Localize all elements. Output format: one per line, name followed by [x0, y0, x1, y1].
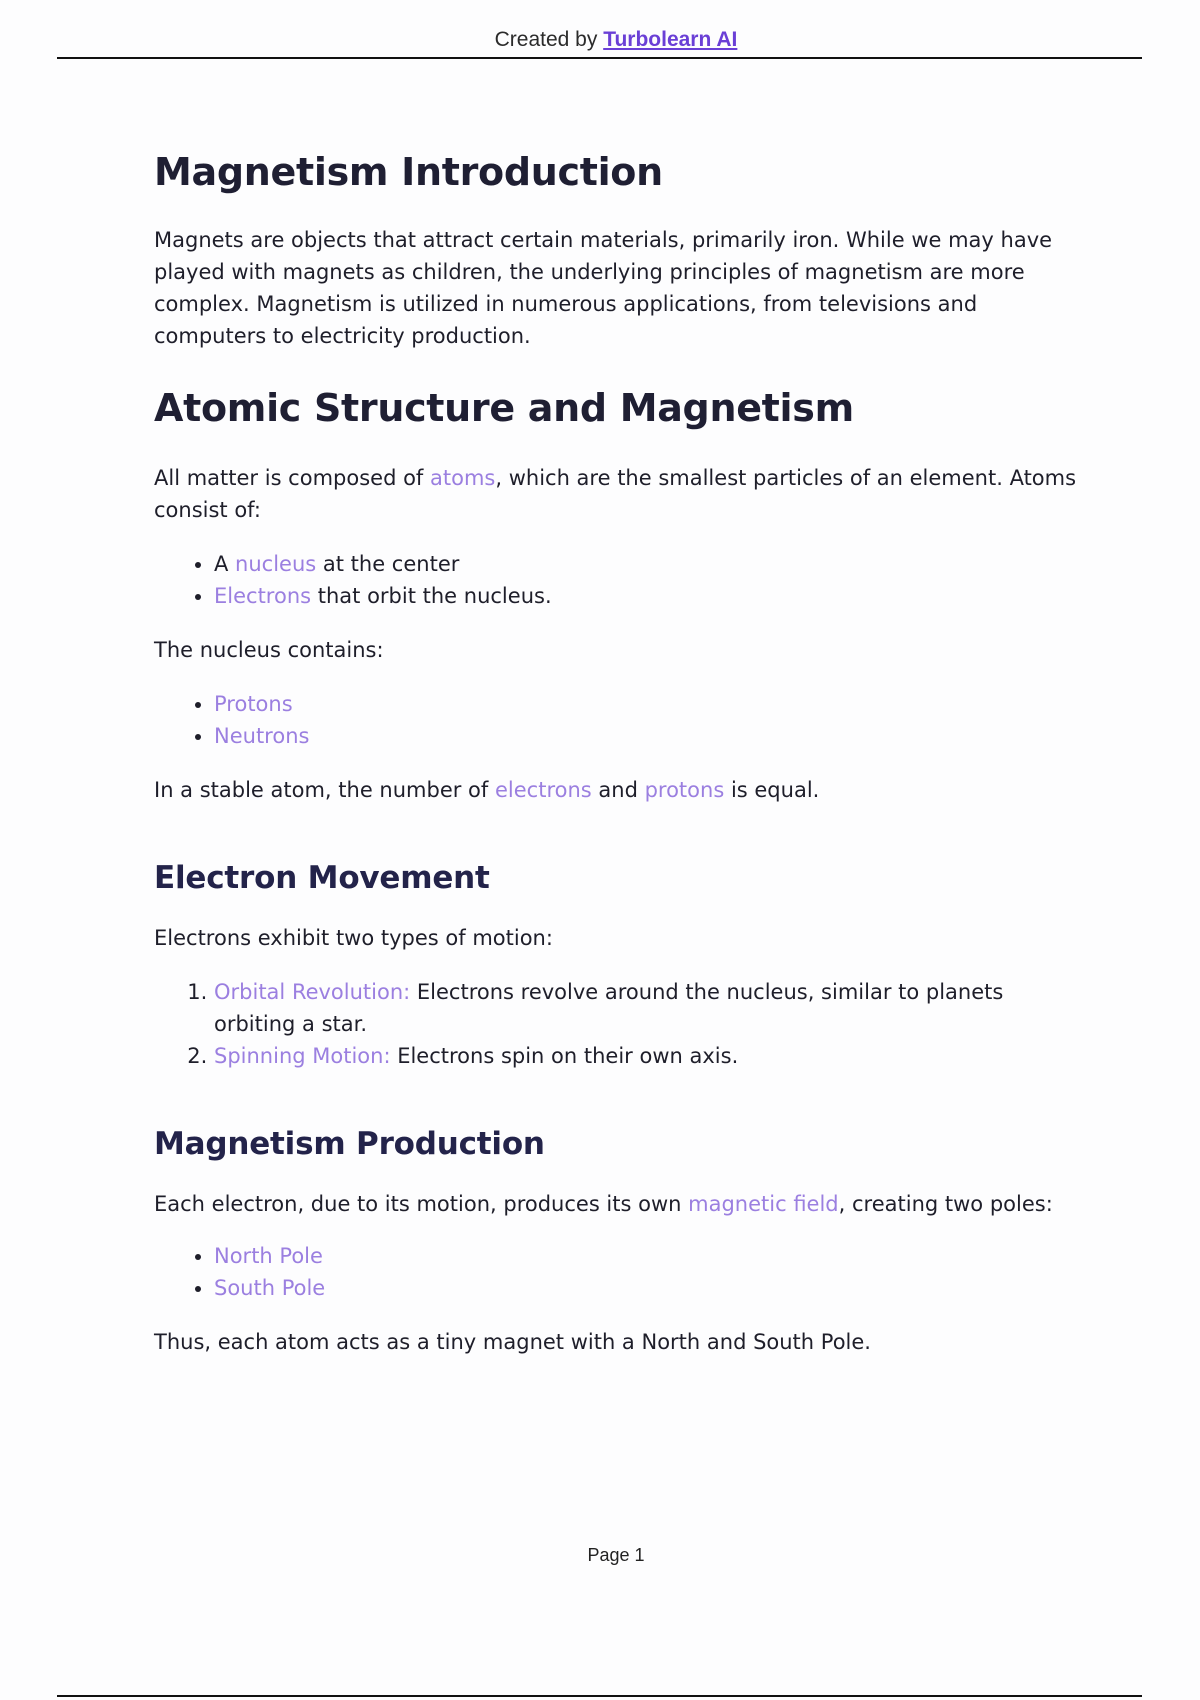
tiny-magnet-paragraph: Thus, each atom acts as a tiny magnet with a North and South Pole.: [154, 1330, 871, 1354]
list-item: 1. Orbital Revolution: Electrons revolve around the nucleus, similar to planets orbiting a star.: [214, 976, 1084, 1040]
nucleus-parts-list: [154, 688, 1084, 752]
keyword-protons: Protons: [214, 692, 293, 716]
motion-paragraph: Electrons exhibit two types of motion:: [154, 926, 553, 950]
keyword-atoms: atoms: [430, 466, 496, 490]
intro-paragraph: Magnets are objects that attract certain materials, primarily iron. While we may have played with magnets as children, the underlying principles of magnetism are more complex. Magnetism is utilized in numerous applications, from televisions and computers to electricity production.: [154, 228, 1053, 348]
page-header: [0, 28, 1200, 52]
heading-magnetism-production: Magnetism Production: [154, 1126, 545, 1162]
list-item: [214, 720, 1084, 752]
keyword-neutrons: Neutrons: [214, 724, 310, 748]
keyword-orbital-revolution: Orbital Revolution:: [214, 980, 411, 1004]
list-item: [214, 688, 1084, 720]
footer-divider: [57, 1695, 1142, 1697]
poles-list: [154, 1240, 1084, 1304]
list-item: • A nucleus at the center: [214, 548, 1084, 580]
motion-types-list: [154, 976, 1084, 1072]
header-divider: [57, 57, 1142, 59]
heading-atomic-structure: Atomic Structure and Magnetism: [154, 386, 854, 430]
list-item: [214, 1272, 1084, 1304]
atoms-paragraph: All matter is composed of atoms, which are the smallest particles of an element. Atoms consist of:: [154, 466, 1077, 522]
stable-atom-paragraph: In a stable atom, the number of electrons and protons is equal.: [154, 778, 820, 802]
keyword-north-pole: North Pole: [214, 1244, 323, 1268]
heading-magnetism-introduction: Magnetism Introduction: [154, 150, 663, 194]
keyword-electrons: Electrons: [214, 584, 312, 608]
keyword-spinning-motion: Spinning Motion:: [214, 1044, 391, 1068]
document-body: [154, 150, 1084, 1358]
list-item: • Electrons that orbit the nucleus.: [214, 580, 1084, 612]
brand-link[interactable]: Turbolearn AI: [603, 28, 738, 51]
magnetic-field-paragraph: Each electron, due to its motion, produces its own magnetic field, creating two poles:: [154, 1192, 1053, 1216]
heading-electron-movement: Electron Movement: [154, 860, 490, 896]
keyword-magnetic-field: magnetic field: [688, 1192, 839, 1216]
keyword-south-pole: South Pole: [214, 1276, 326, 1300]
atom-parts-list: [154, 548, 1084, 612]
header-prefix: Created by: [494, 28, 598, 51]
page-number: Page 1: [587, 1545, 645, 1565]
list-item: 2. Spinning Motion: Electrons spin on their own axis.: [214, 1040, 1084, 1072]
keyword-nucleus: nucleus: [235, 552, 317, 576]
nucleus-contains-paragraph: The nucleus contains:: [154, 638, 384, 662]
keyword-protons: protons: [644, 778, 725, 802]
list-item: [214, 1240, 1084, 1272]
keyword-electrons: electrons: [494, 778, 592, 802]
